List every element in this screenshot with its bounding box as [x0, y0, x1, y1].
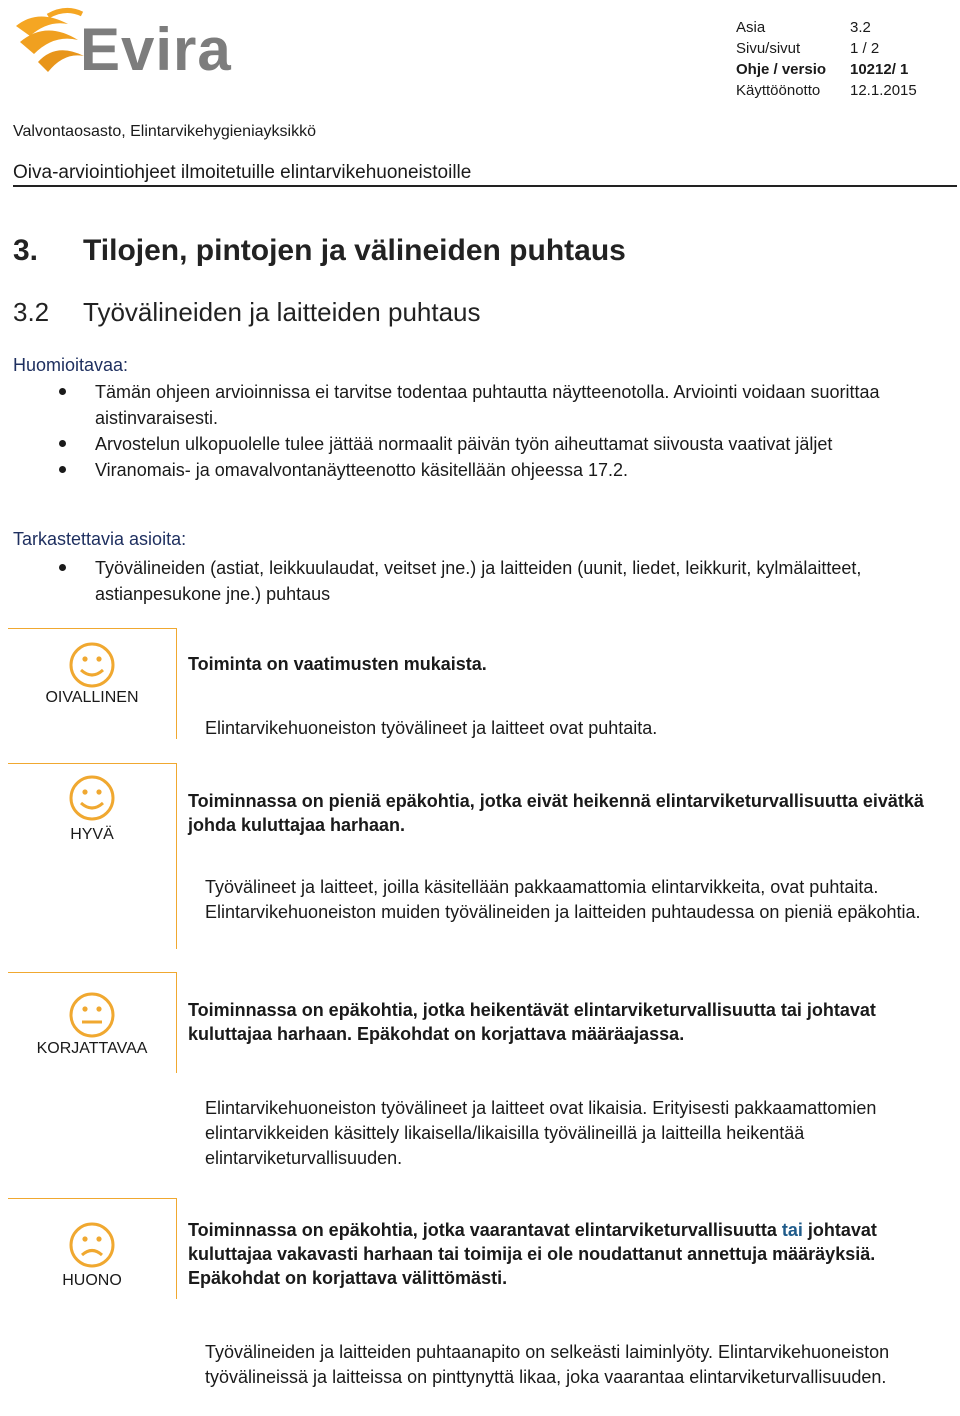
rating-box-huono [8, 1198, 177, 1299]
notes-list [13, 379, 945, 483]
meta-key: Käyttöönotto [736, 82, 821, 99]
meta-key: Sivu/sivut [736, 40, 801, 57]
heading-1-text: Tilojen, pintojen ja välineiden puhtaus [83, 234, 626, 267]
neutral-face-icon [68, 991, 116, 1039]
rating-summary-tai: tai [781, 1220, 803, 1240]
heading-2 [13, 297, 481, 328]
list-item: Viranomais- ja omavalvontanäytteenotto käsitellään ohjeessa 17.2. [13, 457, 945, 483]
happy-face-icon [68, 641, 116, 689]
document-meta [736, 17, 917, 101]
rating-summary: Toiminnassa on epäkohtia, jotka heikentävät elintarviketurvallisuutta tai johtavat kuluttajaa harhaan. Epäkohdat on korjattava määräajassa. [188, 1000, 876, 1044]
rating-label: KORJATTAVAA [36, 1040, 148, 1057]
rating-summary-part: johtavat kuluttajaa vakavasti harhaan tai toimija ei ole noudattanut annettuja määräyksiä. Epäkohdat on korjattava välittömästi. [188, 1220, 877, 1288]
rating-detail: Elintarvikehuoneiston työvälineet ja laitteet ovat puhtaita. [205, 718, 658, 738]
sad-face-icon [68, 1221, 116, 1269]
list-item: Työvälineiden (astiat, leikkuulaudat, veitset jne.) ja laitteiden (uunit, liedet, leikkurit, kylmälaitteet, astianpesukone jne.) puhtaus [13, 555, 895, 607]
rating-summary [188, 1218, 958, 1290]
list-item: Tämän ohjeen arvioinnissa ei tarvitse todentaa puhtautta näytteenotolla. Arviointi voidaan suorittaa aistinvaraisesti. [13, 379, 935, 431]
rating-label: OIVALLINEN [45, 689, 139, 706]
heading-2-number: 3.2 [13, 297, 50, 327]
notes-label: Huomioitavaa: [13, 355, 129, 375]
rating-label: HUONO [62, 1272, 122, 1289]
document-subtitle: Oiva-arviointiohjeet ilmoitetuille elintarvikehuoneistoille [13, 162, 472, 183]
checks-label: Tarkastettavia asioita: [13, 529, 187, 549]
rating-box-korjattavaa [8, 972, 177, 1073]
meta-value: 1 / 2 [850, 40, 880, 57]
list-item: Arvostelun ulkopuolelle tulee jättää normaalit päivän työn aiheuttamat siivousta vaativat jäljet [13, 431, 935, 457]
logo-text: Evira [80, 16, 232, 83]
rating-summary: Toiminta on vaatimusten mukaista. [188, 654, 487, 674]
rating-label: HYVÄ [70, 826, 114, 843]
meta-value: 10212/ 1 [850, 61, 909, 78]
rating-summary-part: Toiminnassa on epäkohtia, jotka vaarantavat elintarviketurvallisuutta [188, 1220, 782, 1240]
rating-summary: Toiminnassa on pieniä epäkohtia, jotka eivät heikennä elintarviketurvallisuutta eivätkä johda kuluttajaa harhaan. [188, 791, 924, 835]
rating-box-hyva [8, 763, 177, 949]
meta-value: 12.1.2015 [850, 82, 917, 99]
rating-detail: Työvälineet ja laitteet, joilla käsitellään pakkaamattomia elintarvikkeita, ovat puhtaita. Elintarvikehuoneiston muiden työvälineiden ja laitteiden puhtaudessa on pieniä epäkohtia. [205, 877, 921, 922]
meta-value: 3.2 [850, 19, 871, 36]
header-divider [13, 185, 957, 187]
rating-detail: Työvälineiden ja laitteiden puhtaanapito on selkeästi laiminlyöty. Elintarvikehuoneiston työvälineissä ja laitteissa on pinttynyttä likaa, joka vaarantaa elintarviketurvallisuuden. [205, 1342, 890, 1387]
department: Valvontaosasto, Elintarvikehygieniayksikkö [13, 123, 316, 140]
heading-2-text: Työvälineiden ja laitteiden puhtaus [83, 297, 481, 327]
meta-key: Ohje / versio [736, 61, 827, 78]
heading-1 [13, 234, 626, 268]
rating-detail: Elintarvikehuoneiston työvälineet ja laitteet ovat likaisia. Erityisesti pakkaamattomien elintarvikkeiden käsittely likaisella/likaisilla työvälineillä ja laitteilla heikentää elintarviketurvallisuuden. [205, 1098, 877, 1168]
rating-box-oivallinen [8, 628, 177, 739]
checks-list [13, 555, 895, 607]
happy-face-icon [68, 774, 116, 822]
heading-1-number: 3. [13, 234, 39, 267]
meta-key: Asia [736, 19, 766, 36]
